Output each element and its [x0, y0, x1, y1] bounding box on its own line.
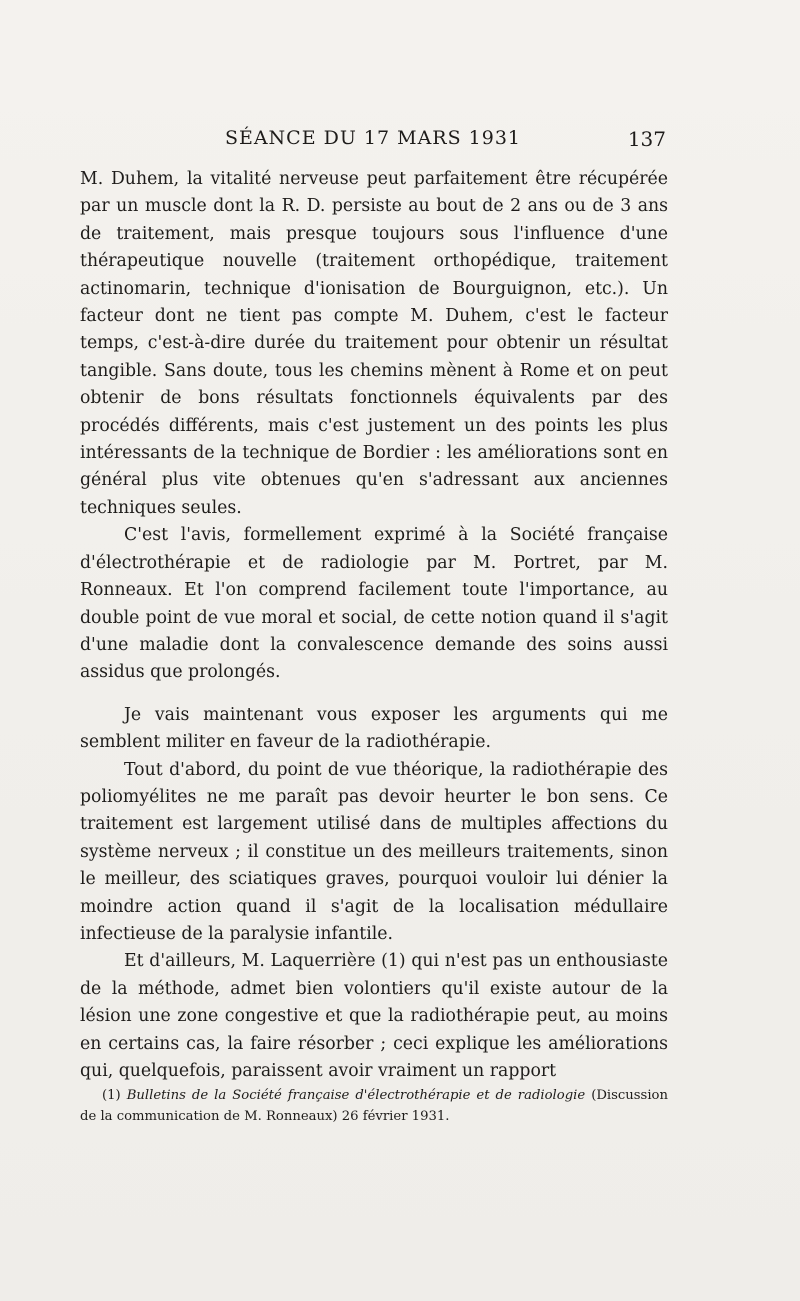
- footnote-marker: (1): [102, 1088, 121, 1103]
- footnote-citation: (Discussion de la communication de M. Ronneaux) 26 février 1931.: [80, 1088, 668, 1124]
- running-title: SÉANCE DU 17 MARS 1931: [224, 127, 522, 149]
- page-header: [80, 127, 666, 157]
- page-number: 137: [627, 127, 666, 151]
- paragraph-2: C'est l'avis, formellement exprimé à la Société française d'électrothérapie et de radiologie par M. Portret, par M. Ronneaux. Et l'on comprend facilement toute l'importance, au double point de vue moral et social, de cette notion quand il s'agit d'une maladie dont la convalescence demande des soins aussi assidus que prolongés.: [80, 525, 668, 683]
- footnote: [80, 1085, 668, 1127]
- paragraph-4: Tout d'abord, du point de vue théorique, la radiothérapie des poliomyélites ne me paraît pas devoir heurter le bon sens. Ce traitement est largement utilisé dans de multiples affections du système nerveux ; il constitue un des meilleurs traitements, sinon le meilleur, des sciatiques graves, pourquoi vouloir lui dénier la moindre action quand il s'agit de la localisation médullaire infectieuse de la paralysie infantile.: [80, 759, 668, 944]
- body-text: [80, 166, 668, 1085]
- footnote-journal-title: Bulletins de la Société française d'électrothérapie et de radiologie: [126, 1088, 586, 1103]
- paragraph-1: M. Duhem, la vitalité nerveuse peut parfaitement être récupérée par un muscle dont la R. D. persiste au bout de 2 ans ou de 3 ans de traitement, mais presque toujours sous l'influence d'une thérapeutique nouvelle (traitement orthopédique, traitement actinomarin, technique d'ionisation de Bourguignon, etc.). Un facteur dont ne tient pas compte M. Duhem, c'est le facteur temps, c'est-à-dire durée du traitement pour obtenir un résultat tangible. Sans doute, tous les chemins mènent à Rome et on peut obtenir de bons résultats fonctionnels équivalents par des procédés différents, mais c'est justement un des points les plus intéressants de la technique de Bordier : les améliorations sont en général plus vite obtenues qu'en s'adressant aux anciennes techniques seules.: [80, 169, 668, 518]
- paragraph-5: Et d'ailleurs, M. Laquerrière (1) qui n'est pas un enthousiaste de la méthode, admet bien volontiers qu'il existe autour de la lésion une zone congestive et que la radiothérapie peut, au moins en certains cas, la faire résorber ; ceci explique les améliorations qui, quelquefois, paraissent avoir vraiment un rapport: [80, 951, 668, 1081]
- paragraph-3: Je vais maintenant vous exposer les arguments qui me semblent militer en faveur de la radiothérapie.: [80, 704, 668, 753]
